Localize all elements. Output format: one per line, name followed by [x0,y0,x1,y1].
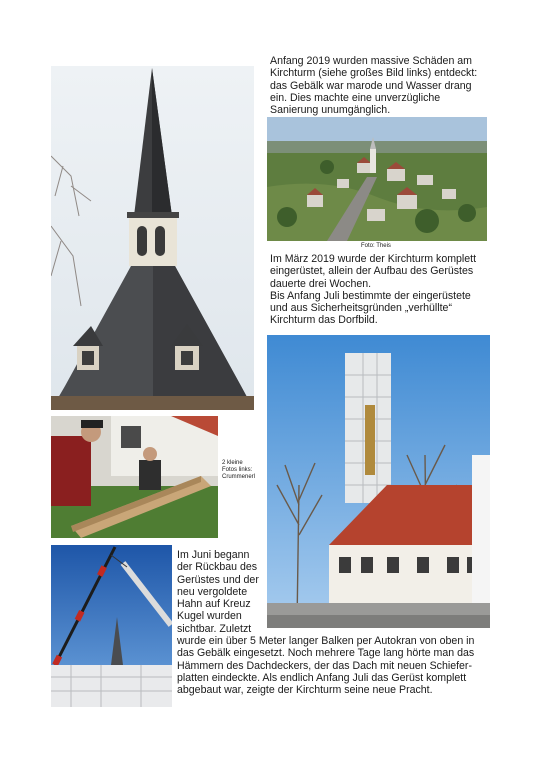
maerz-paragraph: Im März 2019 wurde der Kirchturm komplett eingerüstet, allein der Aufbau des Gerüstes dauerte drei Wochen. Bis Anfang Juli bestimmte der eingerüstete und aus Sicherheitsgründen „verhüllte“ Kirchturm das Dorfbild. [270,253,477,327]
village-aerial-photo [267,117,487,241]
photo-credit-theis: Foto: Theis [361,243,391,249]
photo-credit-crummenerl: 2 kleine Fotos links: Crummenerl [222,460,256,480]
crane-photo [51,545,172,707]
church-tower-photo [51,66,254,410]
scaffolded-church-photo [267,335,490,628]
carpenters-photo [51,416,218,538]
juni-paragraph-wide: wurde ein über 5 Meter langer Balken per Autokran von oben in das Gebälk eingesetzt. Noch mehrere Tage lang hörte man das Hämmern des Dachdeckers, der das Dach mit neuen Schiefer- platten eindeckte. Als endlich Anfang Juli das Gerüst komplett abgebaut war, zeigte der Kirchturm seine neue Pracht. [177,635,475,697]
intro-paragraph: Anfang 2019 wurden massive Schäden am Kirchturm (siehe großes Bild links) entdeckt: das Gebälk war marode und Wasser drang ein. Dies machte eine unverzügliche Sanierung unumgänglich. [270,55,478,117]
juni-paragraph-narrow: Im Juni begann der Rückbau des Gerüstes und der neu vergoldete Hahn auf Kreuz Kugel wurden sichtbar. Zuletzt [177,549,259,635]
